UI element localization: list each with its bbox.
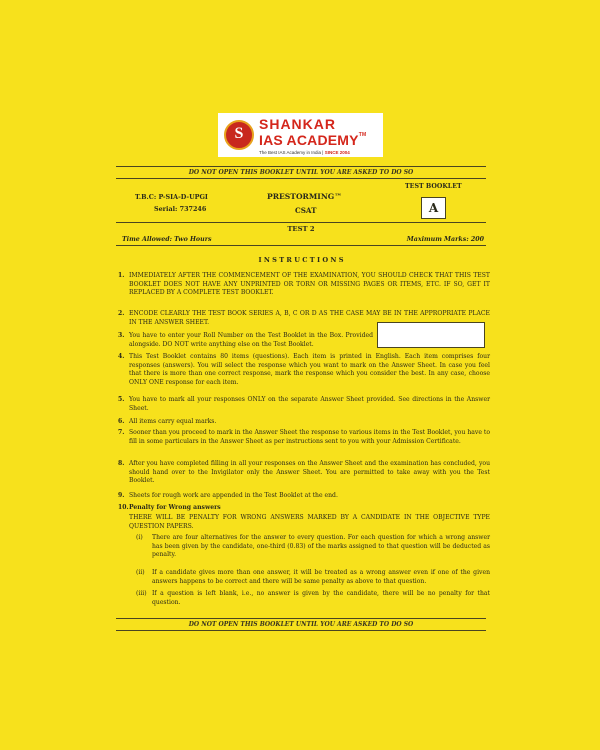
logo-line1: SHANKAR bbox=[259, 115, 336, 132]
bottom-warning: DO NOT OPEN THIS BOOKLET UNTIL YOU ARE ASKED TO DO SO bbox=[188, 621, 414, 628]
divider bbox=[116, 166, 486, 167]
booklet-series-box: A bbox=[421, 197, 446, 219]
instruction-item: 3. You have to enter your Roll Number on the Test Booklet in the Box. Provided alongside. DO NOT write anything else on the Test Booklet. bbox=[118, 332, 373, 348]
penalty-item: (i) There are four alternatives for the answer to every question. For each question for which a wrong answer has been given by the candidate, one-third (0.83) of the marks assigned to that question will be deducted as penalty. bbox=[136, 534, 490, 558]
serial-number: Serial: 737246 bbox=[154, 205, 207, 213]
divider bbox=[116, 245, 486, 246]
instruction-item: 1. IMMEDIATELY AFTER THE COMMENCEMENT OF THE EXAMINATION, YOU SHOULD CHECK THAT THIS TEST BOOKLET DOES NOT HAVE ANY UNPRINTED OR TORN OR MISSING PAGES OR ITEMS, ETC. IF SO, GET IT REPLACED BY A COMPLETE TEST BOOKLET. bbox=[118, 272, 490, 296]
instruction-item: 7. Sooner than you proceed to mark in the Answer Sheet the response to various items in the Test Booklet, you have to fill in some particulars in the Answer Sheet as per instructions sent to you with your Admission Certificate. bbox=[118, 429, 490, 445]
instructions-title: I N S T R U C T I O N S bbox=[258, 256, 344, 264]
academy-logo bbox=[218, 113, 383, 157]
top-warning: DO NOT OPEN THIS BOOKLET UNTIL YOU ARE ASKED TO DO SO bbox=[188, 169, 414, 176]
logo-tagline: The Best IAS Academy in India | SINCE 2004 bbox=[259, 149, 350, 155]
time-allowed: Time Allowed: Two Hours bbox=[122, 236, 212, 243]
penalty-item: (ii) If a candidate gives more than one answer, it will be treated as a wrong answer even if one of the given answers happens to be correct and there will be same penalty as above to that question. bbox=[136, 569, 490, 585]
test-number: TEST 2 bbox=[287, 225, 315, 233]
instruction-item: 5. You have to mark all your responses ONLY on the separate Answer Sheet provided. See directions in the Answer Sheet. bbox=[118, 396, 490, 412]
instruction-item: 10. Penalty for Wrong answers bbox=[118, 504, 221, 511]
test-booklet-label: TEST BOOKLET bbox=[405, 183, 462, 190]
divider bbox=[116, 630, 486, 631]
penalty-note: THERE WILL BE PENALTY FOR WRONG ANSWERS MARKED BY A CANDIDATE IN THE OBJECTIVE TYPE QUESTION PAPERS. bbox=[129, 514, 490, 530]
divider bbox=[116, 618, 486, 619]
instruction-item: 6. All items carry equal marks. bbox=[118, 418, 217, 425]
maximum-marks: Maximum Marks: 200 bbox=[406, 236, 484, 243]
academy-seal-icon bbox=[224, 120, 254, 150]
instruction-item: 4. This Test Booklet contains 80 items (questions). Each item is printed in English. Each item comprises four responses (answers). You will select the response which you want to mark on the Answer Sheet. In case you feel that there is more than one correct response, mark the response which you consider the best. In any case, choose ONLY ONE response for each item. bbox=[118, 353, 490, 386]
penalty-item: (iii) If a question is left blank, i.e., no answer is given by the candidate, there will be no penalty for that question. bbox=[136, 590, 490, 606]
roll-number-box[interactable] bbox=[377, 322, 485, 348]
logo-line2: IAS ACADEMY™ bbox=[259, 131, 367, 148]
instruction-item: 2. ENCODE CLEARLY THE TEST BOOK SERIES A, B, C OR D AS THE CASE MAY BE IN THE APPROPRIATE PLACE IN THE ANSWER SHEET. bbox=[118, 310, 490, 326]
instruction-item: 8. After you have completed filling in all your responses on the Answer Sheet and the examination has concluded, you should hand over to the Invigilator only the Answer Sheet. You are permitted to take away with you the Test Booklet. bbox=[118, 460, 490, 484]
tbc-code: T.B.C: P-SIA-D-UPGI bbox=[135, 193, 208, 201]
paper-name: CSAT bbox=[295, 206, 317, 215]
divider bbox=[116, 178, 486, 179]
divider bbox=[116, 222, 486, 223]
program-name: PRESTORMING™ bbox=[267, 192, 342, 201]
instruction-item: 9. Sheets for rough work are appended in the Test Booklet at the end. bbox=[118, 492, 338, 499]
